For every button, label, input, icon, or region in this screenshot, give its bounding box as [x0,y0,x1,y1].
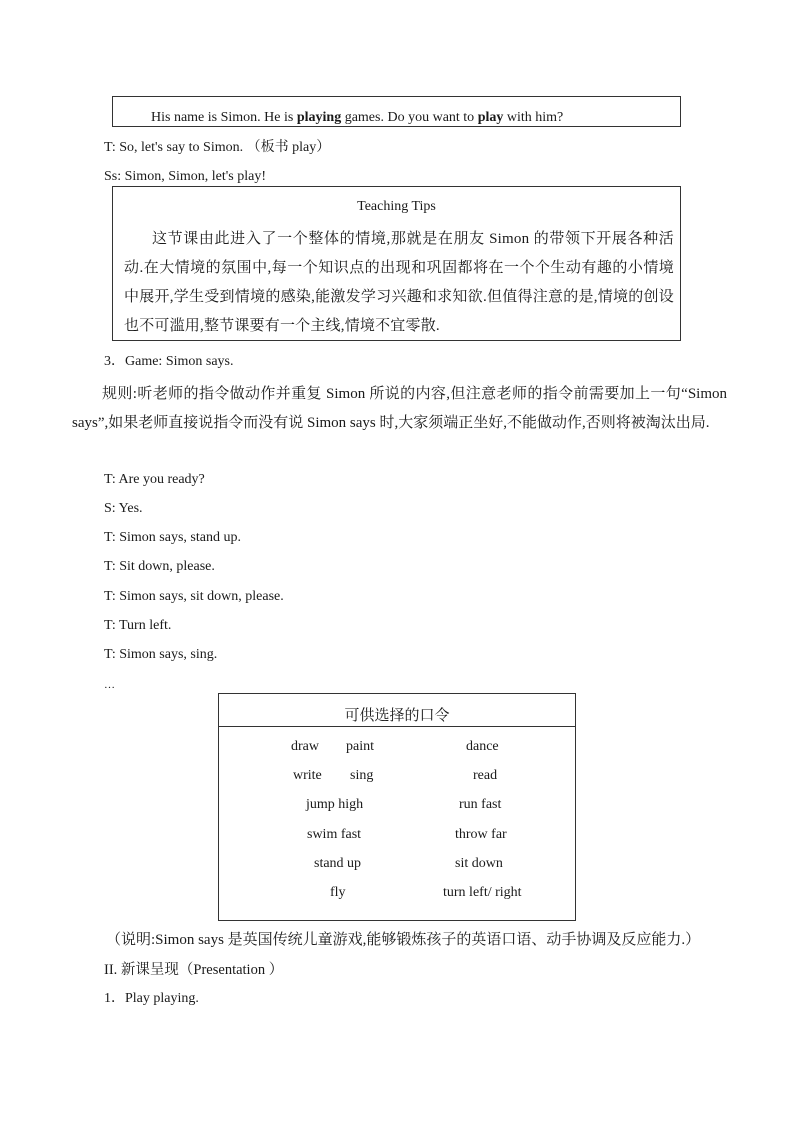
command-item: write [293,768,322,783]
intro-sentence [151,109,563,127]
intro-text-2: games. Do you want to [341,110,478,125]
intro-text-1: His name is Simon. He is [151,110,297,125]
students-line: Ss: Simon, Simon, let's play! [104,169,266,184]
commands-title: 可供选择的口令 [344,706,450,724]
command-item: draw [291,739,319,754]
command-item: paint [346,739,374,754]
teaching-tips-box [112,186,681,341]
game-rules: 规则:听老师的指令做动作并重复 Simon 所说的内容,但注意老师的指令前需要加上一句“Simon says”,如果老师直接说指令而没有说 Simon says 时,大家须端正坐好,不能做动作,否则将被淘汰出局. [72,386,727,431]
intro-bold-play: play [477,110,504,125]
teaching-tips-title: Teaching Tips [357,199,436,214]
command-item: dance [466,739,499,754]
command-item: sing [350,768,374,783]
teacher-line-say-to-simon: T: So, let's say to Simon. （板书 play） [104,140,331,155]
dialogue-line: T: Simon says, sing. [104,647,218,662]
dialogue-line: T: Sit down, please. [104,559,215,574]
commands-divider [219,726,575,727]
intro-bold-playing: playing [296,110,342,125]
dialogue-line: T: Turn left. [104,618,172,633]
intro-text-3: with him? [503,110,564,125]
command-item: read [473,768,498,783]
command-item: fly [330,885,346,900]
command-item: throw far [455,827,507,842]
dialogue-line: T: Simon says, stand up. [104,530,241,545]
command-item: jump high [306,797,364,812]
intro-box [112,96,681,127]
command-item: turn left/ right [443,885,522,900]
command-item: stand up [314,856,362,871]
game-heading: 3．Game: Simon says. [104,354,234,369]
dialogue-line: S: Yes. [104,501,143,516]
command-item: run fast [459,797,502,812]
presentation-item-1: 1．Play playing. [104,991,199,1006]
section-heading-presentation: II. 新课呈现（Presentation ） [104,962,284,978]
command-item: swim fast [307,827,362,842]
note-line: （说明:Simon says 是英国传统儿童游戏,能够锻炼孩子的英语口语、动手协调及反应能力.） [106,932,701,948]
dialogue-line: T: Simon says, sit down, please. [104,589,284,604]
dialogue-line: T: Are you ready? [104,472,205,487]
ellipsis: … [104,679,115,691]
command-item: sit down [455,856,503,871]
teaching-tips-body: 这节课由此进入了一个整体的情境,那就是在朋友 Simon 的带领下开展各种活动.在大情境的氛围中,每一个知识点的出现和巩固都将在一个个生动有趣的小情境中展开,学生受到情境的感染,能激发学习兴趣和求知欲.但值得注意的是,情境的创设也不可滥用,整节课要有一个主线,情境不宜零散. [124,231,674,334]
commands-box [218,693,576,921]
